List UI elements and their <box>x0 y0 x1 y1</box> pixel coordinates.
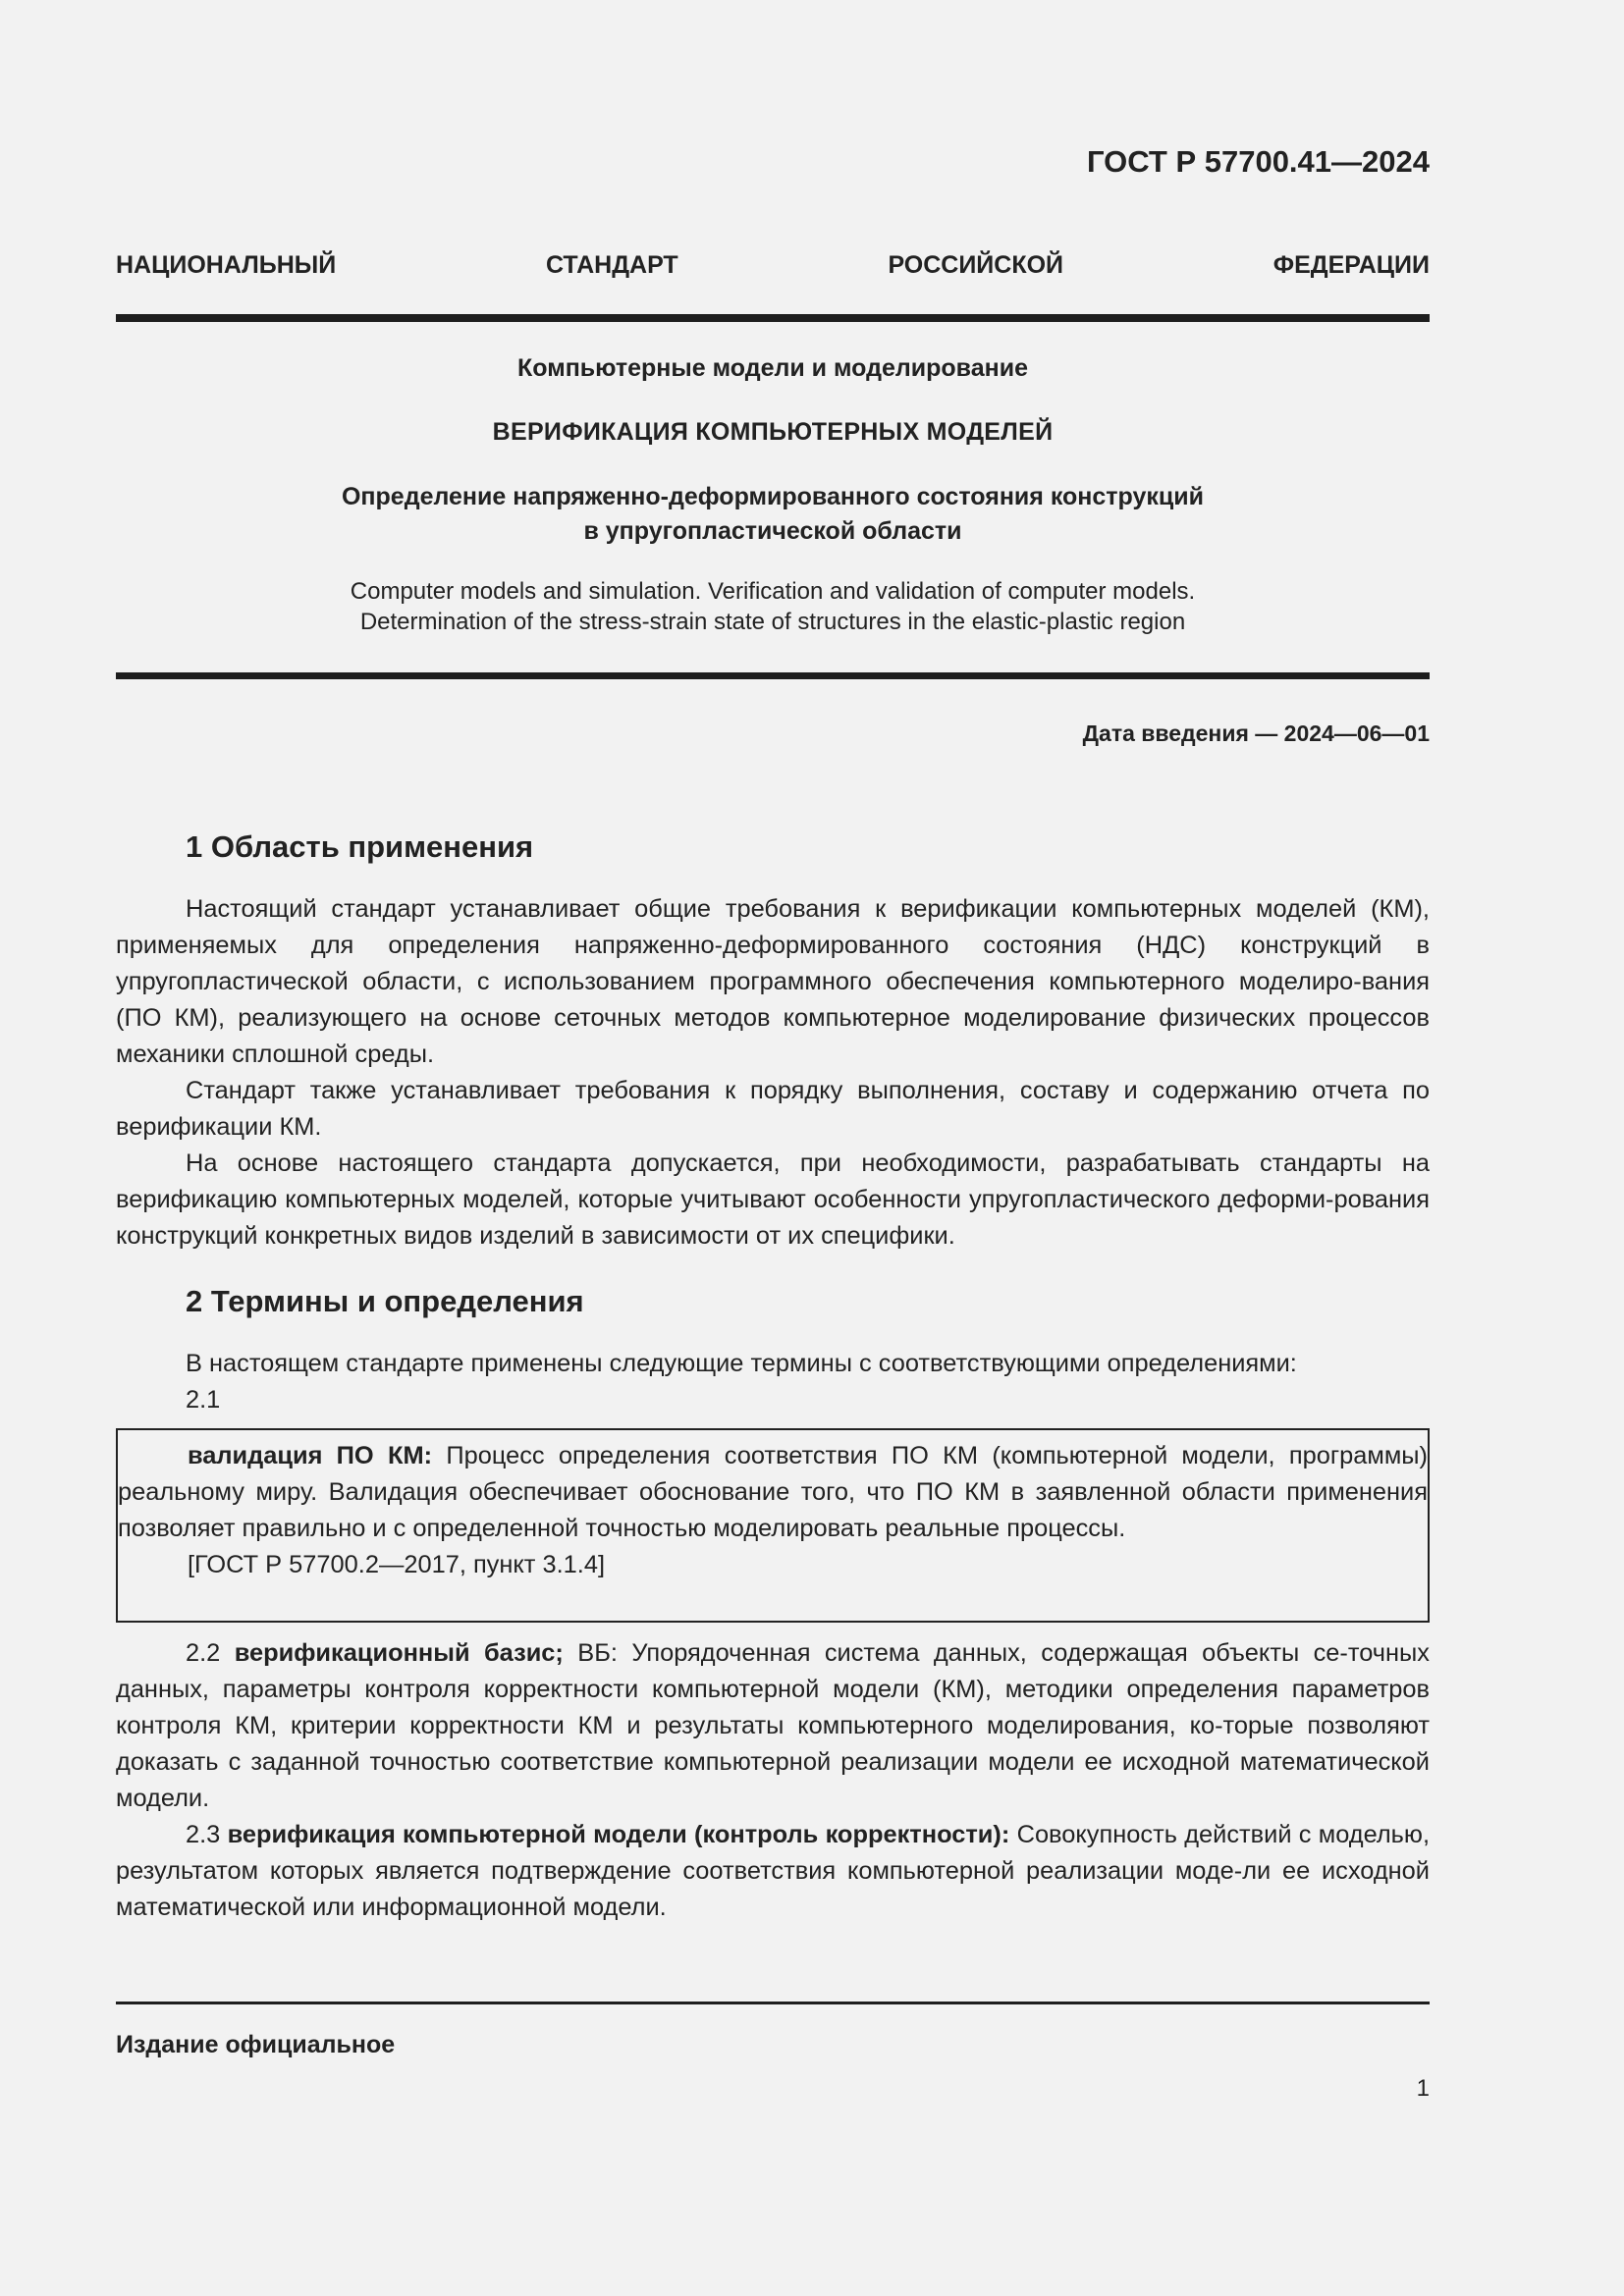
section-1-body <box>116 891 1430 1255</box>
term-2-2-text: ВБ: Упорядоченная система данных, содержащая объекты се-точных данных, параметры контроля корректности компьютерной модели (КМ), методики определения параметров контроля КМ, критерии корректности КМ и результаты компьютерного моделирования, ко-торые позволяют доказать с заданной точностью соответствие компьютерной реализации модели ее исходной математической модели. <box>116 1639 1430 1812</box>
section-1-paragraph: На основе настоящего стандарта допускается, при необходимости, разрабатывать стандарты на верификацию компьютерных моделей, которые учитывают особенности упругопластического деформи-рования конструкций конкретных видов изделий в зависимости от их специфики. <box>116 1149 1430 1250</box>
term-2-1-definition <box>118 1438 1428 1547</box>
series-title: Компьютерные модели и моделирование <box>517 354 1028 382</box>
term-2-3-number: 2.3 <box>186 1821 228 1848</box>
section-2-intro <box>116 1346 1430 1418</box>
terms-continued <box>116 1635 1430 1926</box>
national-standard-banner: НАЦИОНАЛЬНЫЙ СТАНДАРТ РОССИЙСКОЙ ФЕДЕРАЦИИ <box>116 251 1430 279</box>
term-2-2 <box>116 1635 1430 1817</box>
english-title-line-1: Computer models and simulation. Verification and validation of computer models. <box>350 578 1196 605</box>
section-2-heading: 2 Термины и определения <box>186 1284 584 1318</box>
official-edition-label: Издание официальное <box>116 2031 396 2058</box>
english-title <box>116 576 1430 637</box>
top-divider <box>116 314 1430 322</box>
introduction-date: Дата введения — 2024—06—01 <box>1082 721 1430 746</box>
term-2-3 <box>116 1817 1430 1926</box>
term-2-1-text: Процесс определения соответствия ПО КМ (компьютерной модели, программы) реальному миру. Валидация обеспечивает обоснование того, что ПО КМ в заявленной области применения позволяет правильно и с определенной точностью моделировать реальные процессы. <box>118 1442 1428 1542</box>
footer-divider <box>116 2002 1430 2004</box>
term-2-1-term: валидация ПО КМ: <box>188 1442 433 1469</box>
section-1-heading: 1 Область применения <box>186 829 534 864</box>
title-bottom-divider <box>116 672 1430 679</box>
term-2-1-number: 2.1 <box>186 1386 221 1414</box>
term-2-3-text: Совокупность действий с моделью, результатом которых является подтверждение соответствия компьютерной реализации моде-ли ее исходной математической или информационной модели. <box>116 1821 1430 1921</box>
term-2-2-number: 2.2 <box>186 1639 235 1667</box>
term-2-3-term: верификация компьютерной модели (контроль корректности): <box>227 1821 1010 1848</box>
subtitle <box>116 480 1430 549</box>
gost-number: ГОСТ Р 57700.41—2024 <box>1087 144 1430 179</box>
section-2-intro-text: В настоящем стандарте применены следующие термины с соответствующими определениями: <box>186 1350 1297 1377</box>
subtitle-line-2: в упругопластической области <box>583 517 962 545</box>
term-2-1-box <box>116 1428 1430 1623</box>
subtitle-line-1: Определение напряженно-деформированного состояния конструкций <box>341 483 1204 510</box>
term-2-2-term: верификационный базис; <box>234 1639 564 1667</box>
section-1-paragraph: Стандарт также устанавливает требования к порядку выполнения, составу и содержанию отчета по верификации КМ. <box>116 1077 1430 1141</box>
term-2-1-reference: [ГОСТ Р 57700.2—2017, пункт 3.1.4] <box>188 1551 606 1578</box>
english-title-line-2: Determination of the stress-strain state of structures in the elastic-plastic region <box>359 609 1186 635</box>
main-title: ВЕРИФИКАЦИЯ КОМПЬЮТЕРНЫХ МОДЕЛЕЙ <box>492 418 1054 446</box>
section-1-paragraph: Настоящий стандарт устанавливает общие требования к верификации компьютерных моделей (КМ), применяемых для определения напряженно-деформированного состояния (НДС) конструкций в упругопластической области, с использованием программного обеспечения компьютерного моделиро-вания (ПО КМ), реализующего на основе сеточных методов компьютерное моделирование физических процессов механики сплошной среды. <box>116 895 1430 1068</box>
page-number: 1 <box>1416 2075 1430 2102</box>
